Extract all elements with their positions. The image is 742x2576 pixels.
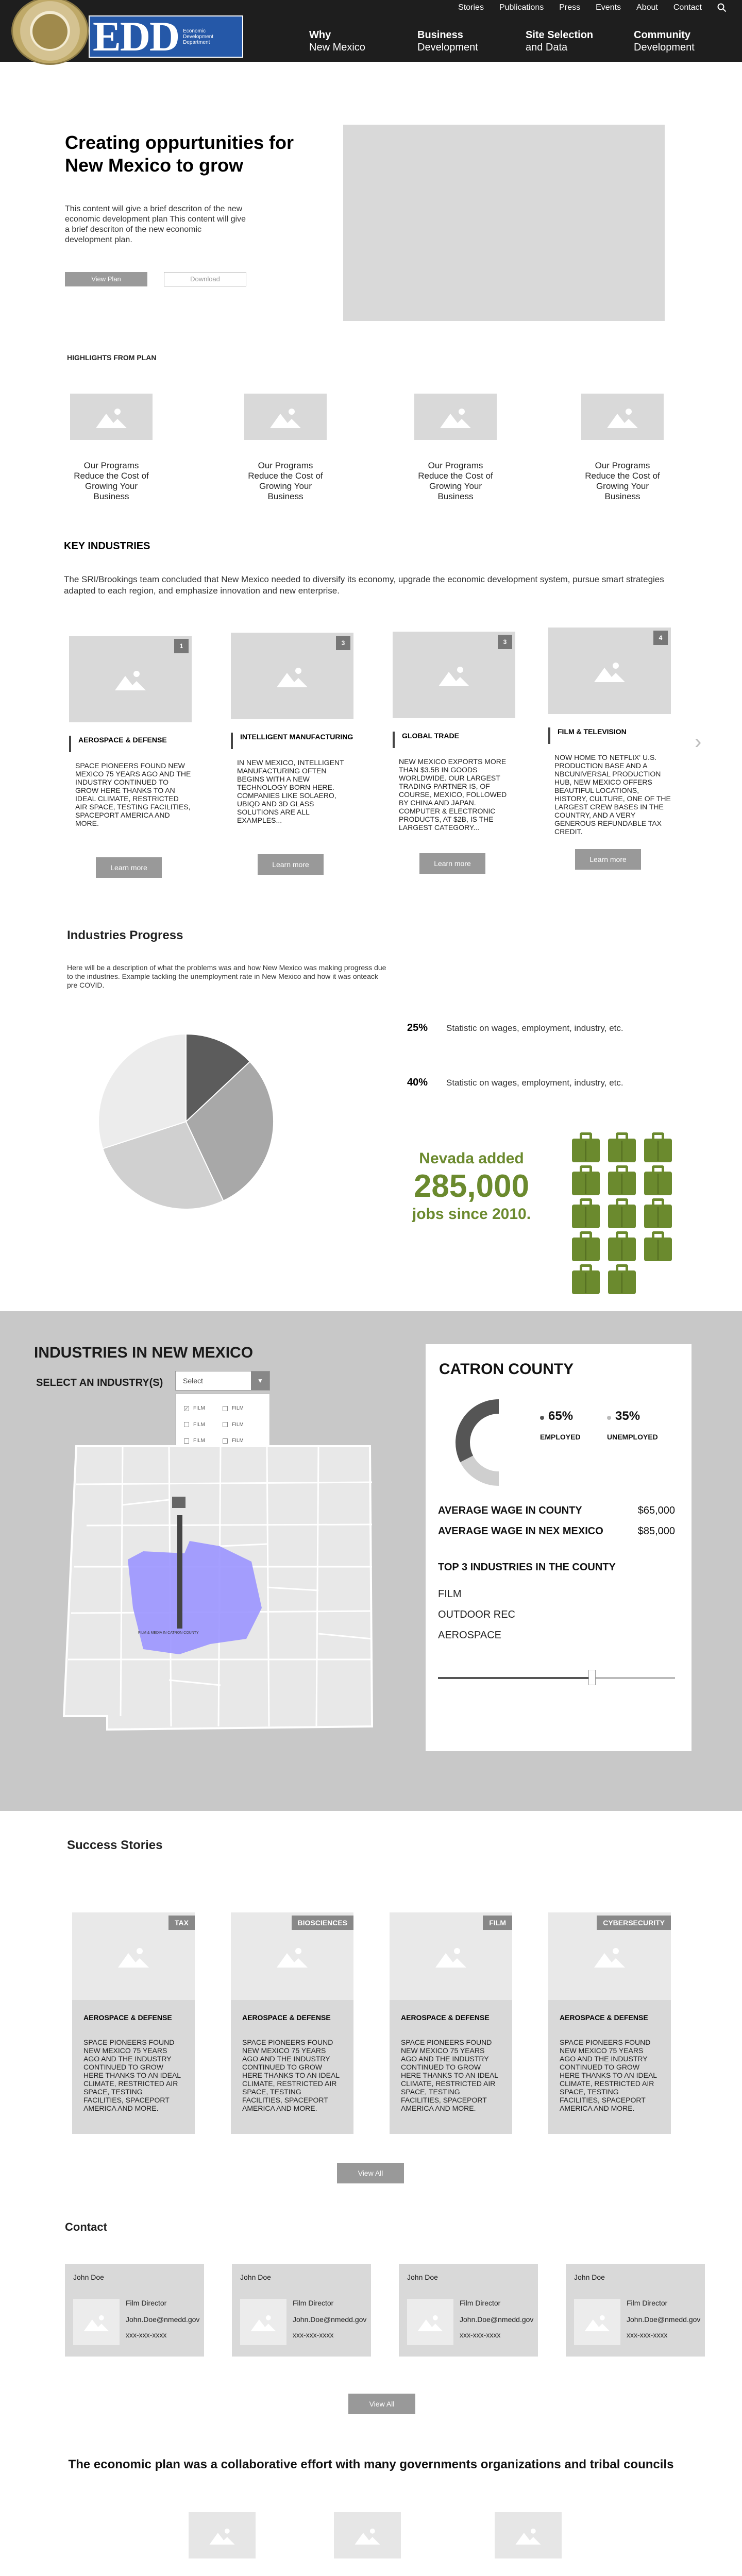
story-card[interactable] [231, 1912, 353, 2134]
stat-label: Statistic on wages, employment, industry, etc. [446, 1023, 623, 1033]
contact-role: Film Director [460, 2299, 501, 2307]
jobs-number: 285,000 [413, 1168, 530, 1204]
checkbox-icon[interactable] [223, 1406, 228, 1411]
contact-email[interactable]: John.Doe@nmedd.gov [460, 2315, 534, 2324]
briefcase-icon [572, 1165, 600, 1195]
employed-pct: 65% [548, 1409, 574, 1423]
jobs-icon-grid [572, 1132, 675, 1297]
story-tag: TAX [168, 1916, 195, 1930]
briefcase-icon [608, 1132, 636, 1162]
story-tag: BIOSCIENCES [292, 1916, 353, 1930]
industry-card [548, 628, 671, 870]
employed-stat [540, 1409, 581, 1441]
industry-card [69, 636, 192, 878]
stat-row [407, 1022, 623, 1034]
legend-dot-unemployed [607, 1416, 611, 1420]
checkbox-icon[interactable] [223, 1422, 228, 1427]
state-seal-logo[interactable] [11, 0, 89, 65]
industry-select[interactable] [175, 1371, 270, 1391]
option-checkbox[interactable] [223, 1401, 261, 1416]
contact-email[interactable]: John.Doe@nmedd.gov [627, 2315, 701, 2324]
hero-title: Creating oppurtunities for New Mexico to grow [65, 132, 294, 176]
hero-image-placeholder [343, 125, 665, 321]
collaboration-statement: The economic plan was a collaborative effort with many governments organizations and tribal councils [68, 2458, 674, 2471]
image-placeholder-icon [548, 628, 671, 714]
nm-industries-section [0, 1311, 742, 1811]
briefcase-icon [644, 1132, 672, 1162]
briefcase-icon [644, 1198, 672, 1228]
highlight-card[interactable] [414, 394, 497, 502]
industry-card [393, 632, 515, 874]
success-stories-heading: Success Stories [67, 1838, 163, 1852]
industry-card [231, 633, 353, 875]
contact-phone: xxx-xxx-xxxx [627, 2331, 668, 2339]
card-body: NEW MEXICO EXPORTS MORE THAN $3.5B IN GOODS WORLDWIDE. OUR LARGEST TRADING PARTNER IS, OF COURSE, MEXICO, FOLLOWED BY CHINA AND JAPAN. COMPUTER & ELECTRONIC PRODUCTS, AT $2B, IS THE LARGEST CATEGORY... [399, 757, 507, 832]
slider-track[interactable] [438, 1677, 675, 1679]
highlight-text: Our Programs Reduce the Cost of Growing Your Business [74, 461, 149, 501]
avg-wage-state-row [438, 1526, 675, 1537]
learn-more-button[interactable]: Learn more [258, 854, 324, 875]
image-placeholder-icon [414, 394, 497, 440]
card-title: FILM & TELEVISION [548, 727, 671, 744]
map-highlight-label: FILM & MEDIA IN CATRON COUNTY [138, 1631, 199, 1635]
highlight-card[interactable] [70, 394, 153, 502]
download-button[interactable]: Download [164, 272, 246, 286]
avatar [407, 2299, 453, 2345]
image-placeholder-icon [393, 632, 515, 718]
partner-logo-placeholder [189, 2512, 256, 2558]
nav-publications[interactable]: Publications [499, 3, 544, 12]
learn-more-button[interactable]: Learn more [419, 853, 485, 874]
nav-business-development[interactable] [417, 29, 526, 54]
avg-wage-county-label: AVERAGE WAGE IN COUNTY [438, 1505, 582, 1516]
contact-name: John Doe [73, 2273, 104, 2281]
option-label: FILM [193, 1405, 205, 1412]
nav-label: Why [309, 29, 331, 41]
checkbox-icon[interactable] [184, 1422, 189, 1427]
briefcase-icon [644, 1231, 672, 1261]
highlight-text: Our Programs Reduce the Cost of Growing Your Business [585, 461, 660, 501]
avatar [574, 2299, 620, 2345]
option-label: FILM [232, 1438, 244, 1444]
avg-wage-state-label: AVERAGE WAGE IN NEX MEXICO [438, 1526, 603, 1537]
highlight-text: Our Programs Reduce the Cost of Growing Your Business [418, 461, 493, 501]
top-industry-item: OUTDOOR REC [438, 1609, 515, 1620]
view-plan-button[interactable]: View Plan [65, 272, 147, 286]
select-industry-label: SELECT AN INDUSTRY(S) [36, 1377, 163, 1388]
highlight-text: Our Programs Reduce the Cost of Growing Your Business [248, 461, 323, 501]
learn-more-button[interactable]: Learn more [575, 849, 641, 870]
option-label: FILM [193, 1438, 205, 1444]
briefcase-icon [572, 1132, 600, 1162]
briefcase-icon [572, 1264, 600, 1294]
logo-text: EDD [93, 13, 179, 60]
main-nav [309, 29, 742, 54]
nav-site-selection[interactable] [526, 29, 634, 54]
key-industries-description: The SRI/Brookings team concluded that New Mexico needed to diversify its economy, upgrade the economic development system, pursue smart strategies adapted to each region, and emphasize innovation and new enterprise. [64, 574, 664, 596]
contact-phone: xxx-xxx-xxxx [126, 2331, 167, 2339]
unemployed-stat [607, 1409, 658, 1441]
select-value: Select [183, 1377, 203, 1385]
view-all-contacts-button[interactable]: View All [348, 2394, 415, 2414]
nav-sublabel: New Mexico [309, 42, 365, 53]
highlight-card[interactable] [581, 394, 664, 502]
story-body: SPACE PIONEERS FOUND NEW MEXICO 75 YEARS AGO AND THE INDUSTRY CONTINUED TO GROW HERE THANKS TO AN IDEAL CLIMATE, RESTRICTED AIR SPACE, TESTING FACILITIES, SPACEPORT AMERICA AND MORE. [560, 2038, 657, 2112]
avg-wage-county-row [438, 1505, 675, 1517]
option-checkbox[interactable] [184, 1418, 223, 1432]
briefcase-icon [572, 1231, 600, 1261]
image-placeholder-icon [581, 394, 664, 440]
logo-subtitle: Economic Development Department [183, 28, 214, 45]
jobs-line-1: Nevada added [419, 1150, 524, 1167]
briefcase-icon [608, 1264, 636, 1294]
hero-description: This content will give a brief descriton of the new economic development plan This content will give a brief descriton of the new economic development plan. [65, 205, 246, 244]
story-card[interactable] [548, 1912, 671, 2134]
donut-segment-employed [463, 1406, 499, 1459]
briefcase-icon [572, 1198, 600, 1228]
story-tag: FILM [483, 1916, 512, 1930]
briefcase-icon [608, 1231, 636, 1261]
contact-card[interactable] [65, 2264, 204, 2357]
option-label: FILM [193, 1421, 205, 1428]
story-title: AEROSPACE & DEFENSE [401, 2013, 490, 2022]
site-header [0, 0, 742, 62]
story-title: AEROSPACE & DEFENSE [560, 2013, 648, 2022]
top3-heading: TOP 3 INDUSTRIES IN THE COUNTY [438, 1562, 616, 1573]
search-icon[interactable] [717, 3, 727, 12]
partner-logo-placeholder [495, 2512, 562, 2558]
county-detail-panel [426, 1344, 692, 1751]
nav-about[interactable]: About [636, 3, 658, 12]
story-card[interactable] [390, 1912, 512, 2134]
card-number: 1 [174, 639, 189, 653]
card-body: IN NEW MEXICO, INTELLIGENT MANUFACTURING OFTEN BEGINS WITH A NEW TECHNOLOGY BORN HERE. COMPANIES LIKE SOLAERO, UBIQD AND 3D GLASS SOLUTIONS ARE ALL EXAMPLES... [237, 758, 344, 824]
story-body: SPACE PIONEERS FOUND NEW MEXICO 75 YEARS AGO AND THE INDUSTRY CONTINUED TO GROW HERE THANKS TO AN IDEAL CLIMATE, RESTRICTED AIR SPACE, TESTING FACILITIES, SPACEPORT AMERICA AND MORE. [242, 2038, 340, 2112]
story-tag: CYBERSECURITY [597, 1916, 671, 1930]
nav-community-development[interactable] [634, 29, 742, 54]
story-body: SPACE PIONEERS FOUND NEW MEXICO 75 YEARS AGO AND THE INDUSTRY CONTINUED TO GROW HERE THANKS TO AN IDEAL CLIMATE, RESTRICTED AIR SPACE, TESTING FACILITIES, SPACEPORT AMERICA AND MORE. [401, 2038, 498, 2112]
nav-label: Community [634, 29, 690, 41]
image-placeholder-icon [70, 394, 153, 440]
employment-donut-chart [452, 1394, 519, 1492]
partner-logo-placeholder [334, 2512, 401, 2558]
nav-why-new-mexico[interactable] [309, 29, 417, 54]
new-mexico-county-map[interactable] [56, 1438, 375, 1752]
card-title: INTELLIGENT MANUFACTURING [231, 733, 353, 749]
checkbox-checked-icon[interactable]: ✓ [184, 1405, 189, 1411]
jobs-added-callout [407, 1149, 536, 1224]
top-industry-item: AEROSPACE [438, 1630, 501, 1641]
key-industries-heading: KEY INDUSTRIES [64, 540, 150, 552]
contact-name: John Doe [574, 2273, 605, 2281]
highlights-heading: HIGHLIGHTS FROM PLAN [67, 353, 157, 362]
card-title: GLOBAL TRADE [393, 732, 515, 748]
highlight-card[interactable] [244, 394, 327, 502]
option-checkbox[interactable] [184, 1401, 223, 1416]
legend-dot-employed [540, 1416, 544, 1420]
contact-role: Film Director [627, 2299, 668, 2307]
briefcase-icon [608, 1165, 636, 1195]
option-label: FILM [232, 1421, 244, 1428]
nav-sublabel: Development [634, 42, 695, 53]
contact-phone: xxx-xxx-xxxx [460, 2331, 501, 2339]
image-placeholder-icon [244, 394, 327, 440]
avg-wage-state-value: $85,000 [637, 1526, 675, 1537]
story-card[interactable] [72, 1912, 195, 2134]
jobs-line-3: jobs since 2010. [412, 1206, 531, 1223]
card-title: AEROSPACE & DEFENSE [69, 736, 192, 752]
stat-row [407, 1077, 623, 1089]
nm-industries-heading: INDUSTRIES IN NEW MEXICO [34, 1344, 254, 1361]
contact-email[interactable]: John.Doe@nmedd.gov [293, 2315, 367, 2324]
card-body: NOW HOME TO NETFLIX' U.S. PRODUCTION BASE AND A NBCUNIVERSAL PRODUCTION HUB, NEW MEXICO OFFERS BEAUTIFUL LOCATIONS, HISTORY, CULTURE, ONE OF THE LARGEST CREW BASES IN THE COUNTRY, AND A VERY GENEROUS REFUNDABLE TAX CREDIT. [554, 753, 671, 836]
image-placeholder-icon [69, 636, 192, 722]
card-number: 3 [336, 636, 350, 650]
progress-description: Here will be a description of what the problems was and how New Mexico was making progress due to the industries. Example tackling the unemployment rate in New Mexico and how it was onteack pre COVID. [67, 963, 386, 989]
nav-press[interactable]: Press [559, 3, 581, 12]
donut-segment-unemployed [467, 1459, 499, 1479]
contact-role: Film Director [126, 2299, 167, 2307]
briefcase-icon [608, 1198, 636, 1228]
contact-name: John Doe [407, 2273, 438, 2281]
story-body: SPACE PIONEERS FOUND NEW MEXICO 75 YEARS AGO AND THE INDUSTRY CONTINUED TO GROW HERE THANKS TO AN IDEAL CLIMATE, RESTRICTED AIR SPACE, TESTING FACILITIES, SPACEPORT AMERICA AND MORE. [83, 2038, 181, 2112]
contact-card[interactable] [566, 2264, 705, 2357]
chevron-down-icon[interactable]: ▼ [251, 1371, 269, 1390]
nav-stories[interactable]: Stories [458, 3, 484, 12]
option-label: FILM [232, 1405, 244, 1412]
contact-card[interactable] [399, 2264, 538, 2357]
unemployed-label: UNEMPLOYED [607, 1433, 658, 1441]
card-body: SPACE PIONEERS FOUND NEW MEXICO 75 YEARS AGO AND THE INDUSTRY CONTINUED TO GROW HERE THANKS TO AN IDEAL CLIMATE, RESTRICTED AIR SPACE, TESTING FACILITIES, SPACEPORT AMERICA AND MORE. [75, 761, 191, 827]
contact-role: Film Director [293, 2299, 334, 2307]
slider-handle[interactable] [588, 1670, 596, 1685]
avatar [73, 2299, 120, 2345]
edd-logo[interactable] [89, 15, 243, 58]
contact-heading: Contact [65, 2221, 107, 2233]
contact-email[interactable]: John.Doe@nmedd.gov [126, 2315, 200, 2324]
avatar [240, 2299, 286, 2345]
stat-label: Statistic on wages, employment, industry, etc. [446, 1077, 623, 1088]
view-all-stories-button[interactable]: View All [337, 2163, 404, 2183]
nav-sublabel: and Data [526, 42, 568, 53]
nav-label: Business [417, 29, 463, 41]
contact-card[interactable] [232, 2264, 371, 2357]
utility-nav [458, 3, 727, 12]
learn-more-button[interactable]: Learn more [96, 857, 162, 878]
image-placeholder-icon [231, 633, 353, 719]
stat-value: 40% [407, 1077, 428, 1088]
card-number: 3 [498, 635, 512, 649]
carousel-next-icon[interactable]: › [695, 731, 702, 753]
industries-pie-chart [91, 1031, 281, 1212]
nav-sublabel: Development [417, 42, 478, 53]
option-checkbox[interactable] [223, 1418, 261, 1432]
county-name: CATRON COUNTY [439, 1361, 574, 1378]
contact-phone: xxx-xxx-xxxx [293, 2331, 334, 2339]
nav-label: Site Selection [526, 29, 594, 41]
card-number: 4 [653, 631, 668, 645]
stat-value: 25% [407, 1022, 428, 1033]
progress-heading: Industries Progress [67, 928, 183, 942]
avg-wage-county-value: $65,000 [637, 1505, 675, 1516]
slider-fill [438, 1677, 592, 1679]
top-industry-item: FILM [438, 1588, 462, 1600]
contact-name: John Doe [240, 2273, 271, 2281]
briefcase-icon [644, 1165, 672, 1195]
employed-label: EMPLOYED [540, 1433, 581, 1441]
story-title: AEROSPACE & DEFENSE [83, 2013, 172, 2022]
nav-events[interactable]: Events [596, 3, 621, 12]
nav-contact[interactable]: Contact [673, 3, 702, 12]
unemployed-pct: 35% [615, 1409, 640, 1423]
story-title: AEROSPACE & DEFENSE [242, 2013, 331, 2022]
